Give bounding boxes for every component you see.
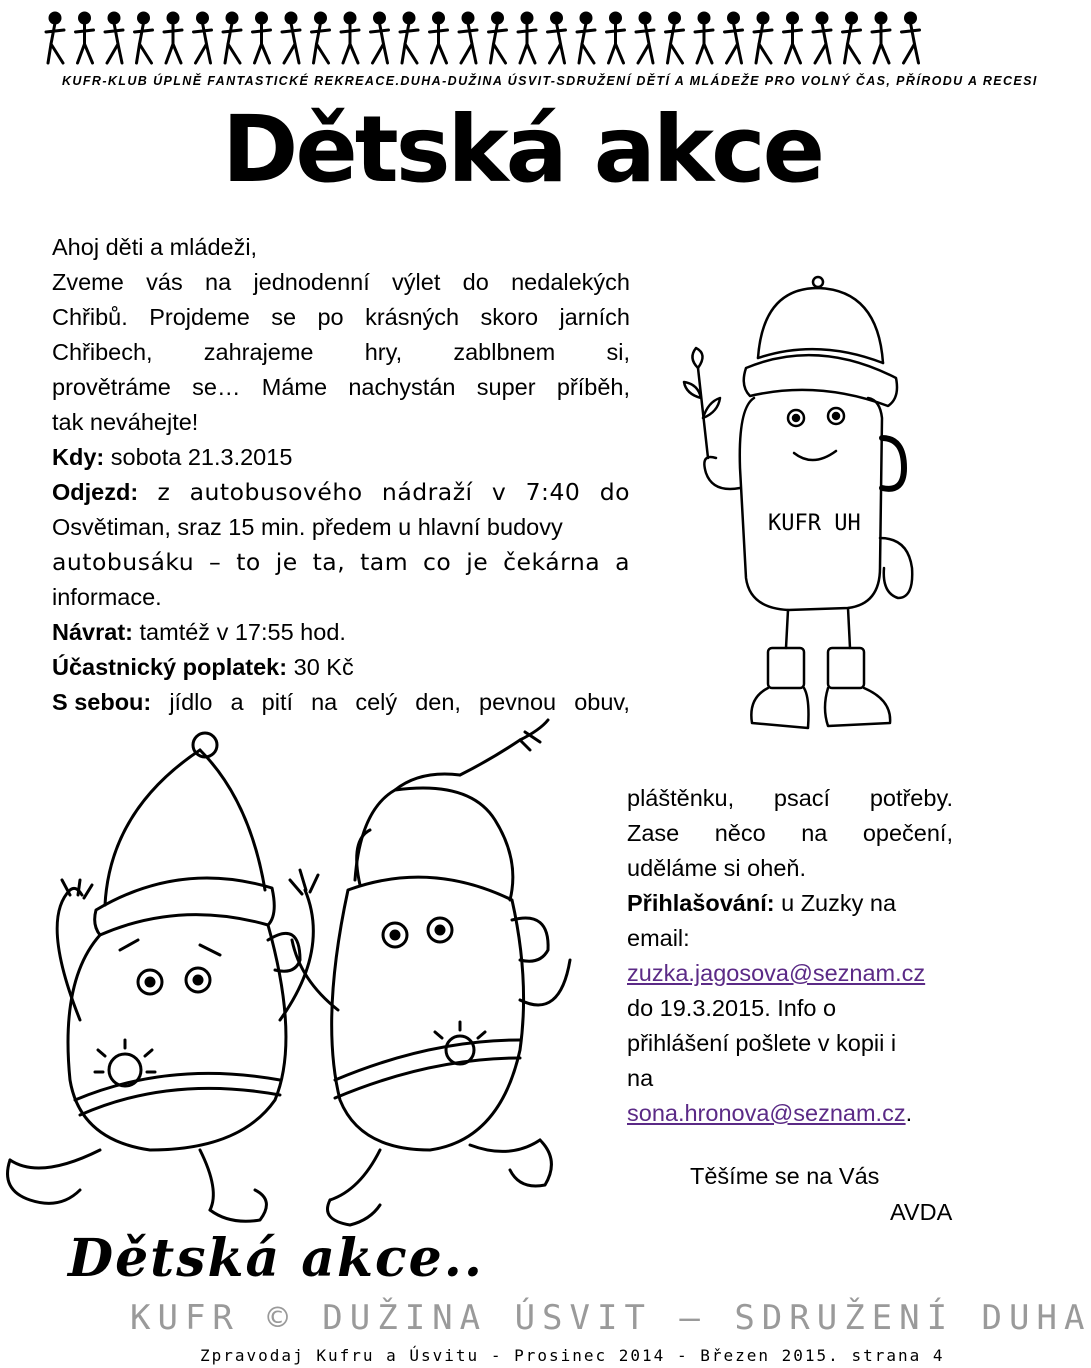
banner-figure xyxy=(695,13,713,63)
word: nedalekých xyxy=(511,269,630,295)
word: autobusového xyxy=(189,478,363,506)
when-value: sobota 21.3.2015 xyxy=(104,444,293,470)
banner-figure xyxy=(902,13,920,63)
banner-figure xyxy=(430,13,448,63)
word: Máme xyxy=(261,374,328,400)
word: Zveme xyxy=(52,269,124,295)
word: a xyxy=(615,548,630,576)
banner-figure xyxy=(636,13,654,63)
word: je xyxy=(275,548,298,576)
banner-figure xyxy=(725,13,743,63)
word: zahrajeme xyxy=(203,339,314,365)
closing-text: Těšíme se na Vás xyxy=(690,1163,880,1189)
banner-figure xyxy=(312,13,330,63)
word: jídlo xyxy=(169,689,213,715)
departure-line-4: informace. xyxy=(52,584,162,610)
footer-organizations: KUFR © DUŽINA ÚSVIT – SDRUŽENÍ DUHA xyxy=(130,1298,1091,1338)
signup-label: Přihlašování: xyxy=(627,890,775,916)
word: obuv, xyxy=(574,689,630,715)
word: jednodenní xyxy=(253,269,370,295)
word: příběh, xyxy=(556,374,630,400)
right-line-1 xyxy=(627,781,953,816)
banner-figure xyxy=(223,13,241,63)
banner-figure xyxy=(577,13,595,63)
word: se xyxy=(271,304,297,330)
banner-figure xyxy=(76,13,94,63)
right-line-3: uděláme si oheň. xyxy=(627,855,806,881)
word: opečení, xyxy=(862,820,953,846)
word: do xyxy=(599,478,630,506)
banner-figure xyxy=(784,13,802,63)
return-value: tamtéž v 17:55 hod. xyxy=(132,619,346,645)
word: je xyxy=(466,548,489,576)
fee-label: Účastnický poplatek: xyxy=(52,654,288,680)
word: 7:40 xyxy=(525,478,581,506)
intro-line-4 xyxy=(52,370,630,405)
kids-illustration xyxy=(0,720,610,1230)
right-line-5: email: xyxy=(627,925,690,951)
banner-figure xyxy=(46,13,64,63)
right-line-7: do 19.3.2015. Info o xyxy=(627,995,837,1021)
greeting: Ahoj děti a mládeži, xyxy=(52,234,258,260)
word: výlet xyxy=(392,269,441,295)
banner-figure xyxy=(518,13,536,63)
word: z xyxy=(157,478,171,506)
word: den, xyxy=(415,689,461,715)
word: po xyxy=(317,304,344,330)
header-subtitle: KUFR-KLUB ÚPLNĚ FANTASTICKÉ REKREACE.DUHA-DUŽINA ÚSVIT-SDRUŽENÍ DĚTÍ A MLÁDEŽE PRO VOLNÝ ČAS, PŘÍRODU A RECESI xyxy=(62,74,1038,88)
word: a xyxy=(230,689,244,715)
word: hry, xyxy=(364,339,403,365)
word: skoro xyxy=(480,304,539,330)
email-suffix: . xyxy=(905,1100,913,1126)
fee-value: 30 Kč xyxy=(287,654,354,680)
word: Zase xyxy=(627,820,680,846)
when-line xyxy=(52,440,630,475)
word: nádraží xyxy=(381,478,473,506)
word: pevnou xyxy=(479,689,557,715)
word: celý xyxy=(355,689,398,715)
word: pláštěnku, xyxy=(627,785,735,811)
intro-line-1 xyxy=(52,265,630,300)
word: na xyxy=(311,689,338,715)
bring-label: S sebou: xyxy=(52,689,152,715)
word: ta, xyxy=(312,548,346,576)
banner-figure xyxy=(872,13,890,63)
word: jarních xyxy=(559,304,630,330)
word: vás xyxy=(146,269,183,295)
bring-line xyxy=(52,685,630,720)
word: potřeby. xyxy=(869,785,953,811)
right-line-9: na xyxy=(627,1065,654,1091)
departure-line-1 xyxy=(52,475,630,510)
departure-line-3 xyxy=(52,545,630,580)
word: si, xyxy=(606,339,630,365)
word: do xyxy=(462,269,489,295)
kufr-mascot-illustration xyxy=(668,268,930,748)
word: se… xyxy=(192,374,241,400)
banner-figure xyxy=(105,13,123,63)
departure-line-2: Osvětiman, sraz 15 min. předem u hlavní budovy xyxy=(52,514,563,540)
mascot-label: KUFR UH xyxy=(768,511,861,536)
right-column-text xyxy=(627,781,953,1131)
when-label: Kdy: xyxy=(52,444,105,470)
banner-figure xyxy=(135,13,153,63)
banner-figure xyxy=(164,13,182,63)
banner-figure xyxy=(371,13,389,63)
word: autobusáku xyxy=(52,548,195,576)
word: na xyxy=(801,820,828,846)
intro-last-line: tak neváhejte! xyxy=(52,409,199,435)
word: pití xyxy=(261,689,294,715)
signup-line xyxy=(627,886,953,921)
word: psací xyxy=(773,785,831,811)
word: tam xyxy=(360,548,409,576)
word: to xyxy=(236,548,261,576)
word: zablbnem xyxy=(453,339,556,365)
signup-value: u Zuzky na xyxy=(774,890,897,916)
banner-figure xyxy=(754,13,772,63)
intro-line-2 xyxy=(52,300,630,335)
return-line xyxy=(52,615,630,650)
banner-figure xyxy=(341,13,359,63)
activity-figures-banner-icon xyxy=(40,8,940,68)
banner-figure xyxy=(400,13,418,63)
banner-figure xyxy=(607,13,625,63)
word: – xyxy=(209,548,222,576)
word: provětráme xyxy=(52,374,171,400)
footer-issue-info: Zpravodaj Kufru a Úsvitu - Prosinec 2014 - Březen 2015. strana 4 xyxy=(200,1346,945,1365)
word: v xyxy=(491,478,507,506)
right-line-8: přihlášení pošlete v kopii i xyxy=(627,1030,897,1056)
word: krásných xyxy=(365,304,460,330)
word: super xyxy=(476,374,536,400)
page-title: Dětská akce xyxy=(222,96,822,203)
banner-figure xyxy=(194,13,212,63)
word: Chřibech, xyxy=(52,339,153,365)
intro-line-3 xyxy=(52,335,630,370)
banner-figure xyxy=(548,13,566,63)
word: něco xyxy=(714,820,766,846)
invitation-text xyxy=(52,230,630,720)
handwritten-title: Dětská akce.. xyxy=(68,1228,484,1289)
word: na xyxy=(205,269,232,295)
word: nachystán xyxy=(348,374,456,400)
banner-figure xyxy=(489,13,507,63)
right-line-2 xyxy=(627,816,953,851)
return-label: Návrat: xyxy=(52,619,133,645)
fee-line xyxy=(52,650,630,685)
banner-figure xyxy=(282,13,300,63)
banner-figure xyxy=(253,13,271,63)
signature: AVDA xyxy=(890,1199,953,1225)
email-link-sona[interactable]: sona.hronova@seznam.cz xyxy=(627,1100,906,1126)
email-link-zuzka[interactable]: zuzka.jagosova@seznam.cz xyxy=(627,960,926,986)
banner-figure xyxy=(813,13,831,63)
banner-figure xyxy=(459,13,477,63)
word: čekárna xyxy=(503,548,601,576)
word: co xyxy=(423,548,452,576)
word: Chřibů. xyxy=(52,304,128,330)
banner-figure xyxy=(666,13,684,63)
word: Projdeme xyxy=(149,304,250,330)
banner-figure xyxy=(843,13,861,63)
departure-label: Odjezd: xyxy=(52,479,139,505)
